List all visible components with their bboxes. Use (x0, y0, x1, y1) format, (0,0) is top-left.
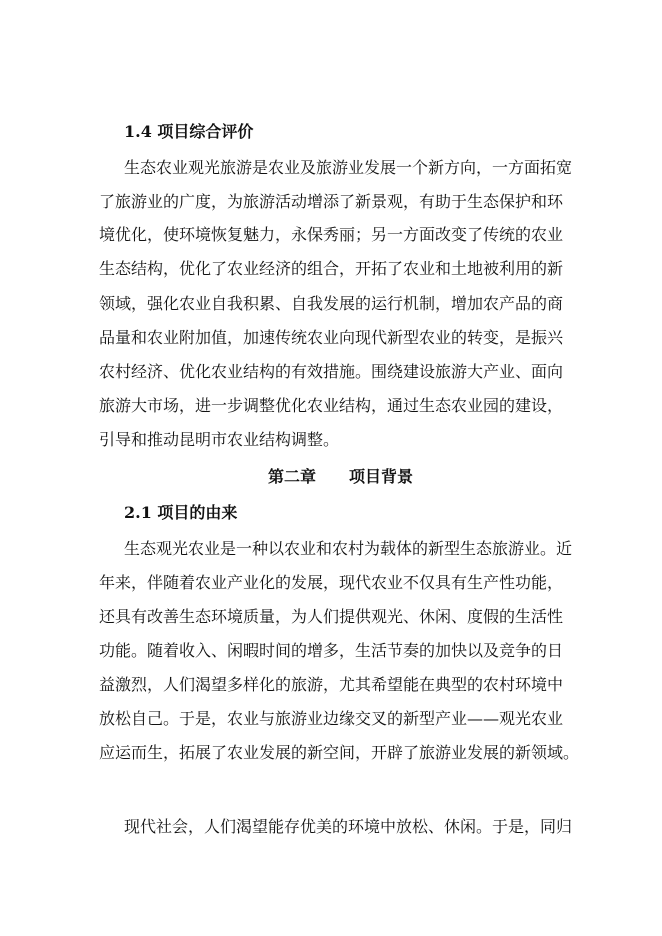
paragraph-line: 放松自己。于是，农业与旅游业边缘交叉的新型产业——观光农业 (99, 709, 564, 728)
paragraph-line: 生态农业观光旅游是农业及旅游业发展一个新方向，一方面拓宽 (124, 158, 573, 177)
paragraph-line: 境优化，使环境恢复魅力，永保秀丽；另一方面改变了传统的农业 (99, 225, 564, 244)
paragraph-line: 生态观光农业是一种以农业和农村为载体的新型生态旅游业。近 (124, 539, 573, 558)
paragraph-line: 品量和农业附加值，加速传统农业向现代新型农业的转变，是振兴 (99, 328, 564, 347)
paragraph-line: 领域，强化农业自我积累、自我发展的运行机制，增加农产品的商 (99, 294, 564, 313)
paragraph-line: 年来，伴随着农业产业化的发展，现代农业不仅具有生产性功能， (99, 573, 564, 592)
paragraph-line: 生态结构，优化了农业经济的组合，开拓了农业和土地被利用的新 (99, 259, 564, 278)
paragraph-line: 现代社会，人们渴望能存优美的环境中放松、休闲。于是，同归 (124, 817, 573, 836)
chapter-title: 项目背景 (349, 467, 414, 486)
chapter-number: 第二章 (268, 467, 317, 486)
paragraph-line: 了旅游业的广度，为旅游活动增添了新景观，有助于生态保护和环 (99, 192, 564, 211)
paragraph-line: 应运而生，拓展了农业发展的新空间，开辟了旅游业发展的新领域。 (99, 743, 580, 762)
section-heading-1-4: 1.4 项目综合评价 (124, 122, 254, 141)
paragraph-line: 益激烈，人们渴望多样化的旅游，尤其希望能在典型的农村环境中 (99, 675, 564, 694)
paragraph-line: 农村经济、优化农业结构的有效措施。围绕建设旅游大产业、面向 (99, 362, 564, 381)
paragraph-line: 功能。随着收入、闲暇时间的增多，生活节奏的加快以及竞争的日 (99, 641, 564, 660)
paragraph-line: 旅游大市场，进一步调整优化农业结构，通过生态农业园的建设， (99, 396, 564, 415)
section-heading-2-1: 2.1 项目的由来 (124, 503, 238, 522)
paragraph-line: 引导和推动昆明市农业结构调整。 (99, 430, 340, 449)
paragraph-line: 还具有改善生态环境质量，为人们提供观光、休闲、度假的生活性 (99, 607, 564, 626)
